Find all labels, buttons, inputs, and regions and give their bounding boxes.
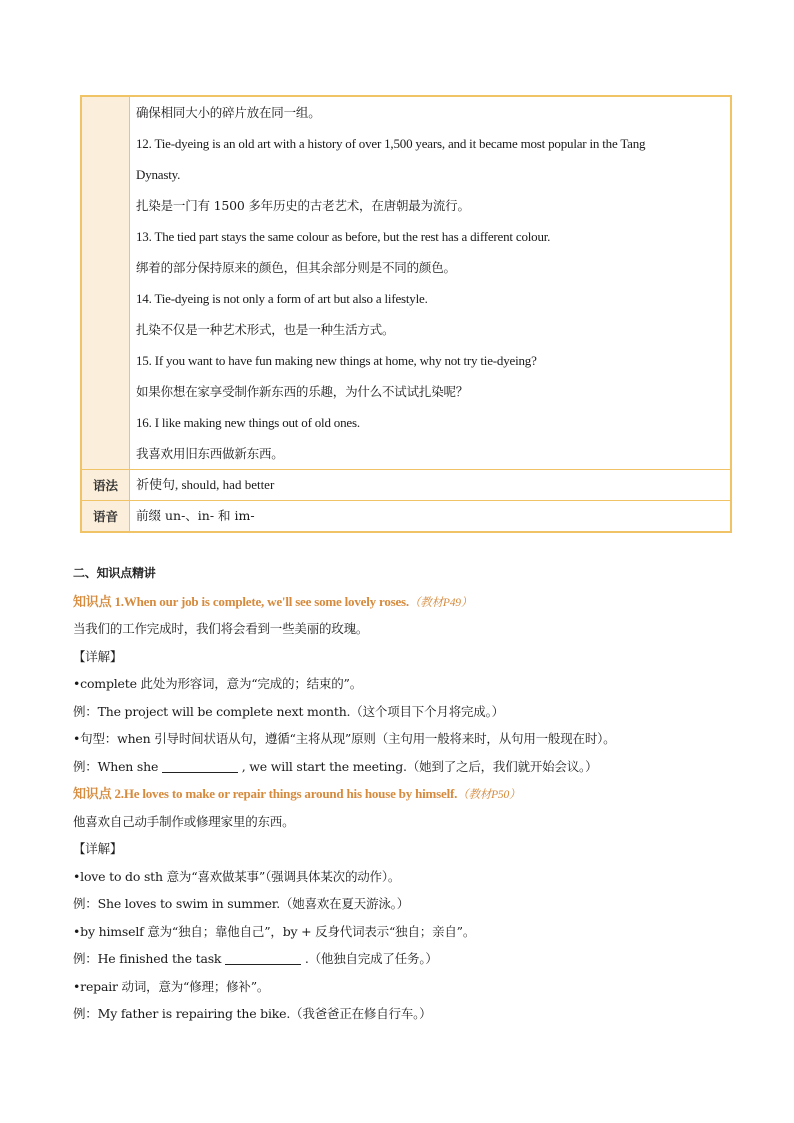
sentence-line: 16. I like making new things out of old ones. <box>136 415 360 430</box>
sentence-line: 扎染是一门有 1500 多年历史的古老艺术，在唐朝最为流行。 <box>136 198 470 213</box>
kp1-line: •句型：when 引导时间状语从句，遵循“主将从现”原则（主句用一般将来时，从句用一般现在时）。 <box>73 731 616 746</box>
kp1-translation: 当我们的工作完成时，我们将会看到一些美丽的玫瑰。 <box>73 621 369 636</box>
knowledge-point-2-title <box>73 780 733 808</box>
kp2-line: •repair 动词，意为“修理；修补”。 <box>73 978 270 994</box>
kp2-translation: 他喜欢自己动手制作或修理家里的东西。 <box>73 813 295 829</box>
phonetics-row <box>82 500 730 531</box>
kp2-line: 例：My father is repairing the bike.（我爸爸正在修自行车。） <box>73 1006 432 1021</box>
sentence-line: 15. If you want to have fun making new things at home, why not try tie-dyeing? <box>136 353 537 368</box>
kp1-example-after: , we will start the meeting.（她到了之后，我们就开始会议。） <box>241 758 598 774</box>
kp1-prefix: 知识点 1. <box>73 593 124 609</box>
fill-in-blank[interactable] <box>162 761 238 773</box>
sentences-cell <box>130 97 730 469</box>
kp2-line: •by himself 意为“独自；靠他自己”，by + 反身代词表示“独自；亲自”。 <box>73 923 476 939</box>
kp2-example-blank <box>73 945 733 973</box>
sentence-line: 我喜欢用旧东西做新东西。 <box>136 446 284 461</box>
kp2-example-after: .（他独自完成了任务。） <box>304 951 438 966</box>
sentence-line: 绑着的部分保持原来的颜色，但其余部分则是不同的颜色。 <box>136 260 456 275</box>
sentence-line: 14. Tie-dyeing is not only a form of art but also a lifestyle. <box>136 291 428 306</box>
kp2-line: 例：She loves to swim in summer.（她喜欢在夏天游泳。） <box>73 896 410 911</box>
vocabulary-table <box>80 95 732 533</box>
kp2-example-before: 例：He finished the task <box>73 951 222 966</box>
kp1-example-before: 例：When she <box>73 758 159 774</box>
kp1-detail-label: 【详解】 <box>73 648 123 664</box>
phonetics-text: 前缀 un-、in- 和 im- <box>136 508 255 523</box>
grammar-row <box>82 469 730 500</box>
row-label-empty <box>82 97 130 469</box>
sentence-line: 13. The tied part stays the same colour as before, but the rest has a different colour. <box>136 229 551 244</box>
sentence-line: 扎染不仅是一种艺术形式，也是一种生活方式。 <box>136 322 395 337</box>
sentence-line: Dynasty. <box>136 167 181 182</box>
sentence-line: 确保相同大小的碎片放在同一组。 <box>136 105 321 120</box>
kp2-prefix: 知识点 2. <box>73 786 124 801</box>
kp1-example-blank <box>73 753 733 781</box>
grammar-label: 语法 <box>82 470 130 500</box>
sentence-text: 12. Tie-dyeing is an old art with a history of over 1,500 years, and it became most popular in the Tang <box>136 136 646 151</box>
kp2-line: •love to do sth 意为“喜欢做某事”（强调具体某次的动作）。 <box>73 868 401 884</box>
section-heading: 二、知识点精讲 <box>73 566 156 580</box>
sentence-line: 如果你想在家享受制作新东西的乐趣，为什么不试试扎染呢？ <box>136 384 469 399</box>
knowledge-section <box>73 560 733 1028</box>
kp2-sentence: He loves to make or repair things around his house by himself. <box>123 786 458 801</box>
knowledge-point-1-title <box>73 588 733 616</box>
kp1-line: 例：The project will be complete next month.（这个项目下个月将完成。） <box>73 703 504 719</box>
sentences-row <box>82 97 730 469</box>
phonetics-label: 语音 <box>82 501 130 531</box>
kp2-source: （教材P50） <box>457 789 521 801</box>
grammar-text: 祈使句, should, had better <box>136 477 275 492</box>
kp1-line: •complete 此处为形容词，意为“完成的；结束的”。 <box>73 676 363 691</box>
kp2-detail-label: 【详解】 <box>73 841 123 856</box>
kp1-source: （教材P49） <box>408 596 473 609</box>
sentence-line <box>136 128 724 159</box>
kp1-sentence: When our job is complete, we'll see some lovely roses. <box>123 593 409 609</box>
fill-in-blank[interactable] <box>225 953 301 965</box>
